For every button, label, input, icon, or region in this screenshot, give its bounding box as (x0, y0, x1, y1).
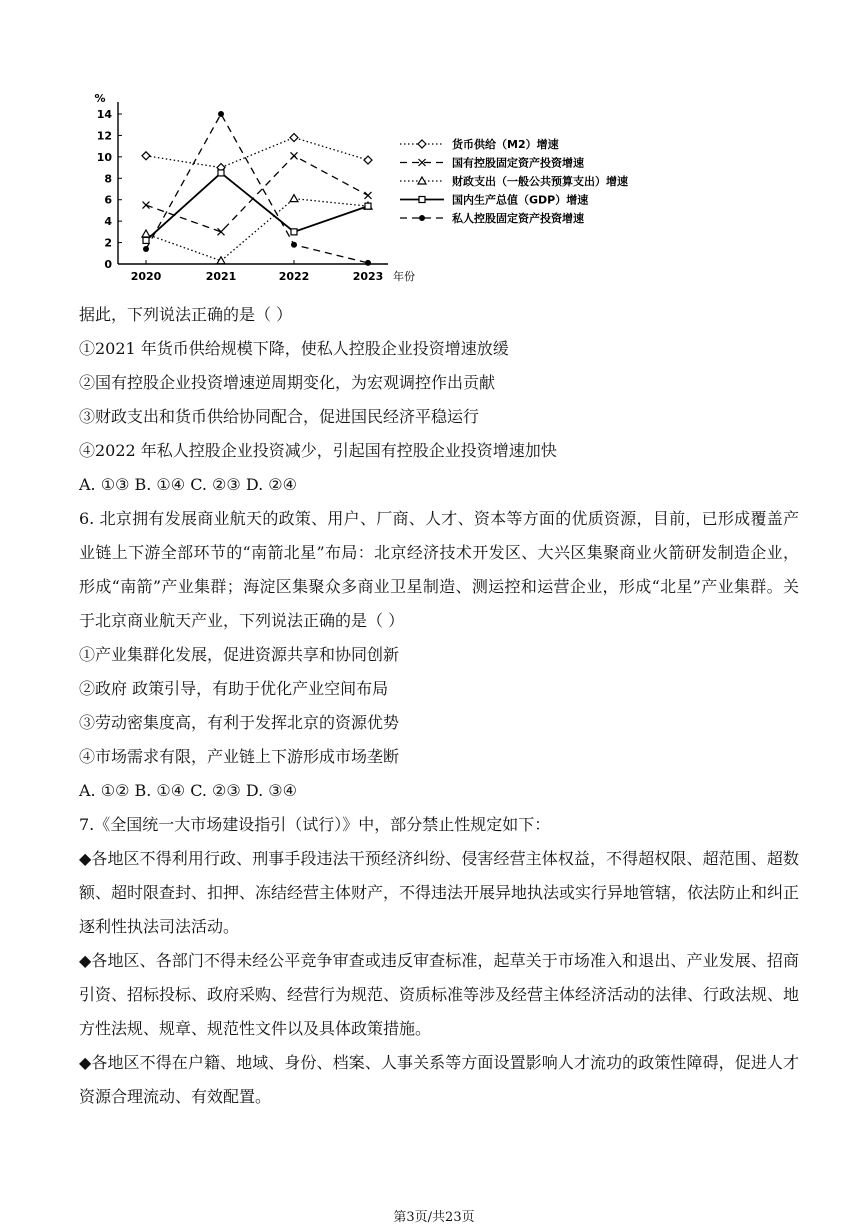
data-point (365, 260, 371, 266)
chart-legend (400, 137, 628, 225)
q7-bullet-3: ◆各地区不得在户籍、地域、身份、档案、人事关系等方面设置影响人才流功的政策性障碍，促进人才资源合理流动、有效配置。 (79, 1053, 799, 1106)
legend-marker (419, 215, 425, 221)
series-5 (143, 111, 371, 266)
legend-label: 国有控股固定资产投资增速 (452, 156, 584, 170)
q5-option-4: ④2022 年私人控股企业投资减少，引起国有控股企业投资增速加快 (79, 441, 557, 460)
data-point (218, 228, 225, 235)
legend-entry-2 (400, 156, 584, 170)
data-point (143, 237, 149, 243)
q7-bullet-2: ◆各地区、各部门不得未经公平竞争审查或违反审查标准，起草关于市场准入和退出、产业发展、招商引资、招标投标、政府采购、经营行为规范、资质标准等涉及经营主体经济活动的法律、行政法规、地方性法规、规章、规范性文件以及具体政策措施。 (79, 951, 800, 1038)
data-point (291, 229, 297, 235)
q7-stem: 7.《全国统一大市场建设指引（试行）》中，部分禁止性规定如下： (79, 815, 551, 834)
data-point (291, 152, 298, 159)
data-point (142, 230, 150, 237)
legend-marker (418, 140, 426, 148)
series-3 (142, 195, 372, 264)
q6-option-4: ④市场需求有限，产业链上下游形成市场垄断 (79, 747, 400, 766)
legend-entry-3 (400, 174, 628, 188)
x-tick-label: 2022 (278, 270, 310, 283)
q6-option-3: ③劳动密集度高，有利于发挥北京的资源优势 (79, 713, 400, 732)
question-content (79, 298, 799, 1114)
y-tick-label: 2 (104, 236, 112, 250)
q7-bullet-1: ◆各地区不得利用行政、刑事手段违法干预经济纠纷、侵害经营主体权益，不得超权限、超范围、超数额、超时限查封、扣押、冻结经营主体财产，不得违法开展异地执法或实行异地管辖，依法防止和纠正逐利性执法司法活动。 (79, 849, 800, 936)
legend-marker (419, 197, 425, 203)
x-tick-label: 2023 (352, 270, 384, 283)
data-point (290, 195, 298, 202)
legend-label: 货币供给（M2）增速 (452, 138, 559, 151)
data-point (365, 203, 371, 209)
legend-label: 国内生产总值（GDP）增速 (452, 193, 589, 207)
y-tick-label: 4 (104, 215, 112, 229)
chart-series (142, 111, 372, 266)
legend-entry-4 (400, 193, 588, 207)
data-point (218, 111, 224, 117)
y-tick-label: 8 (104, 172, 112, 186)
q5-option-3: ③财政支出和货币供给协同配合，促进国民经济平稳运行 (79, 407, 480, 426)
x-tick-label: 2020 (130, 270, 162, 283)
series-line (146, 199, 368, 261)
series-line (146, 138, 368, 168)
q6-option-1: ①产业集群化发展，促进资源共享和协同创新 (79, 645, 400, 664)
data-point (218, 170, 224, 176)
chart-axes (94, 92, 415, 283)
data-point (291, 242, 297, 248)
series-4 (143, 170, 371, 244)
data-point (143, 246, 149, 252)
q6-option-2: ②政府 政策引导，有助于优化产业空间布局 (79, 679, 389, 698)
q6-answer-choices: A. ①② B. ①④ C. ②③ D. ③④ (79, 781, 297, 800)
x-tick-label: 2021 (205, 270, 237, 283)
q5-option-1: ①2021 年货币供给规模下降，使私人控股企业投资增速放缓 (79, 339, 509, 358)
series-line (146, 114, 368, 263)
y-tick-label: 10 (96, 150, 112, 164)
data-point (143, 202, 150, 209)
growth-rate-line-chart (80, 88, 680, 288)
q5-lead: 据此，下列说法正确的是（ ） (79, 305, 293, 324)
q6-stem: 6. 北京拥有发展商业航天的政策、用户、厂商、人才、资本等方面的优质资源，目前，已形成覆盖产业链上下游全部环节的“南箭北星”布局：北京经济技术开发区、大兴区集聚商业火箭研发制造企业，形成“南箭”产业集群；海淀区集聚众多商业卫星制造、测运控和运营企业，形成“北星”产业集群。关于北京商业航天产业，下列说法正确的是（ ） (79, 509, 799, 630)
x-axis-label: 年份 (393, 270, 415, 283)
data-point (365, 192, 372, 199)
legend-label: 私人控股固定资产投资增速 (452, 212, 584, 225)
legend-entry-1 (400, 137, 559, 151)
series-line (146, 173, 368, 241)
q5-answer-choices: A. ①③ B. ①④ C. ②③ D. ②④ (79, 475, 297, 494)
page-footer: 第3页/共23页 (393, 1210, 475, 1225)
y-tick-label: 14 (96, 108, 112, 121)
y-tick-label: 12 (96, 129, 112, 143)
y-axis-label: % (94, 92, 106, 105)
y-tick-label: 0 (104, 258, 112, 271)
y-tick-label: 6 (104, 193, 112, 207)
data-point (142, 152, 150, 160)
legend-entry-5 (400, 211, 584, 225)
q5-option-2: ②国有控股企业投资增速逆周期变化，为宏观调控作出贡献 (79, 373, 496, 392)
series-1 (142, 134, 372, 172)
legend-label: 财政支出（一般公共预算支出）增速 (452, 175, 628, 188)
data-point (364, 156, 372, 164)
data-point (290, 134, 298, 142)
series-line (146, 156, 368, 232)
